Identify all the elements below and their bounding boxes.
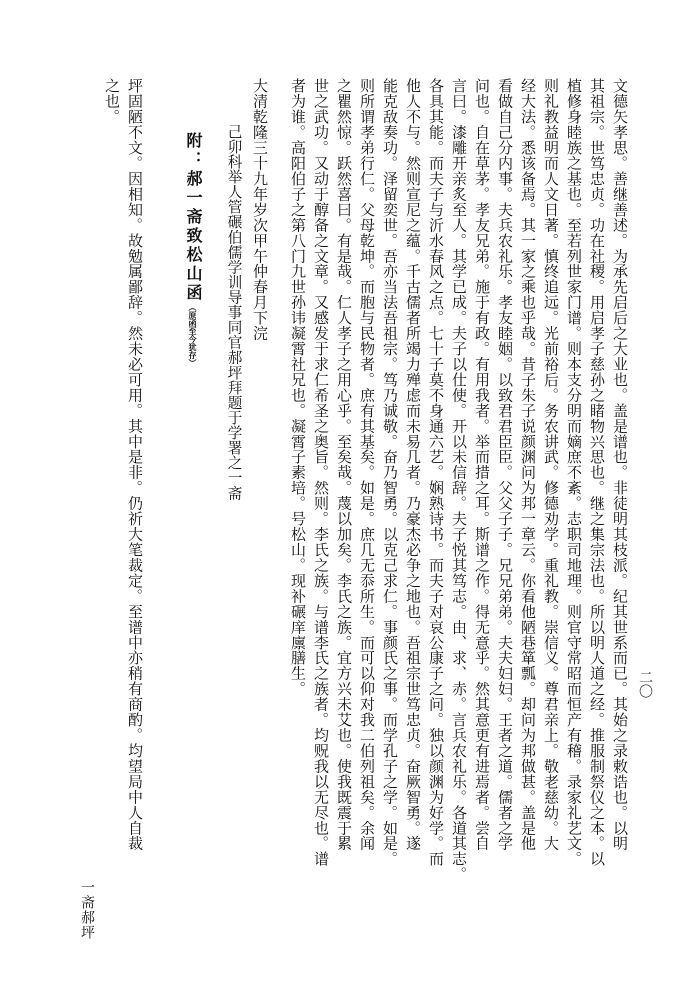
page-number: 二〇 (637, 670, 653, 698)
text-column: 植修身睦族之基也。至若列世家门谱。则本支分明而嫡庶不紊。志职司地理。则官守常昭而恒产有稽。录家礼艺文。 (565, 78, 583, 867)
appendix-heading (185, 132, 201, 432)
appendix-title-note: （原函至今犹存） (188, 303, 198, 367)
text-column: 看做自己分内事。夫兵农礼乐。孝友睦姻。以致君君臣臣。父父子子。兄兄弟弟。夫夫妇妇。王者之道。儒者之学 (496, 78, 514, 851)
text-column: 文德矢孝思。善继善述。为承先启后之大业也。盖是谱也。非徒明其枝派。纪其世系而已。其始之录敕诰也。以明 (611, 78, 629, 851)
text-column: 经大法。悉该备焉。其一家之乘也乎哉。昔子朱子说颜渊问为邦一章云。你看他陋巷箪瓢。却问为邦做甚。盖是他 (519, 78, 537, 851)
letter-column: 之也。 (103, 78, 121, 125)
text-column: 世之武功。又动于醇备之文章。又感发于求仁希圣之奥旨。然则。李氏之族。与谱李氏之族者。均贶我以无尽也。谱 (312, 78, 330, 867)
appendix-title: 郝一斋致松山函 (184, 170, 203, 303)
date-line: 大清乾隆三十九年岁次甲午仲春月下浣 (251, 78, 269, 341)
text-column: 则礼教益明而人文日著。慎终追远。光前裕后。务农讲武。修德劝学。重礼教。崇信义。尊君亲上。敬老慈幼。大 (542, 78, 560, 851)
text-column: 者为谁。高阳伯子之第八门九世孙讳凝霄社兄也。凝霄子素培。号松山。现补碾庠廪膳生。 (289, 78, 307, 697)
text-column: 其祖宗。世笃忠贞。功在社稷。用启孝子慈孙之睹物兴思也。继之集宗法也。所以明人道之经。推服制祭仪之本。以 (588, 78, 606, 867)
text-column: 言曰。漆雕开亲炙至人。其学已成。夫子以仕使。开以未信辞。夫子悦其笃志。由、求、赤。言兵农礼乐。各道其志。 (450, 78, 468, 882)
letter-column: 坪固陋不文。因相知。故勉属鄙辞。然未必可用。其中是非。仍祈大笔裁定。至谱中亦稍有商酌。均望局中人自裁 (126, 78, 144, 851)
text-column: 则所谓孝弟行仁。父母乾坤。而胞与民物者。庶有其基矣。如是。庶几无忝所生。而可以仰对我二伯列祖矣。余闻 (358, 78, 376, 851)
running-title: 一斋郝坪 (79, 880, 95, 940)
signature-line: 己卯科举人管碾伯儒学训导事同官郝坪拜题于学署之一斋 (225, 124, 243, 501)
text-column: 之瞿然惊。跃然喜曰。有是哉。仁人孝子之用心乎。至矣哉。蔑以加矣。李氏之族。宜方兴未艾也。使我既震于累 (335, 78, 353, 851)
text-column: 他人不与。然则宣尼之蕴。千古儒者所竭力殚虑而未易几者。乃豪杰必争之地也。吾祖宗世笃忠贞。奋厥智勇。遂 (404, 78, 422, 851)
appendix-label: 附： (184, 132, 203, 170)
text-column: 能克敌奏功。泽留奕世。吾亦当法吾祖宗。笃乃诚敬。奋乃智勇。以克己求仁。事颜氏之事。而学孔子之学。如是。 (381, 78, 399, 867)
text-column: 各具其能。而夫子与沂水春风之点。七十子莫不身通六艺。娴熟诗书。而夫子对哀公康子之问。独以颜渊为好学。而 (427, 78, 445, 867)
text-column: 问也。自在草茅。孝友兄弟。施于有政。有用我者。举而措之耳。斯谱之作。得无意乎。然其意更有进焉者。尝自 (473, 78, 491, 851)
